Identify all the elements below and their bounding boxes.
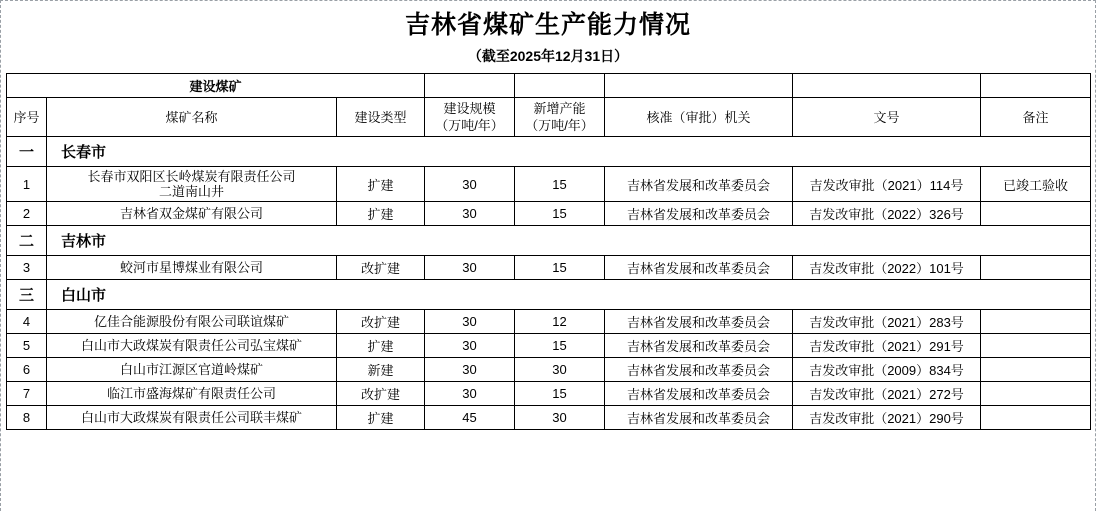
cell-build-scale: 30 — [425, 334, 515, 358]
cell-build-scale: 30 — [425, 256, 515, 280]
cell-approval-org: 吉林省发展和改革委员会 — [605, 334, 793, 358]
cell-mine-name: 临江市盛海煤矿有限责任公司 — [47, 382, 337, 406]
page-title: 吉林省煤矿生产能力情况 — [404, 11, 691, 39]
cell-build-type: 扩建 — [337, 406, 425, 430]
cell-remark — [981, 358, 1091, 382]
cell-build-type: 新建 — [337, 358, 425, 382]
table-body — [7, 74, 1091, 430]
cell-mine-name: 白山市大政煤炭有限责任公司弘宝煤矿 — [47, 334, 337, 358]
cell-remark: 已竣工验收 — [981, 167, 1091, 202]
cell-build-type: 改扩建 — [337, 256, 425, 280]
table-row — [7, 202, 1091, 226]
group-number: 二 — [7, 226, 47, 256]
cell-doc-no: 吉发改审批（2021）114号 — [793, 167, 981, 202]
section-title-row — [7, 74, 1091, 98]
cell-index: 4 — [7, 310, 47, 334]
cell-mine-name: 蛟河市星博煤业有限公司 — [47, 256, 337, 280]
section-blank-2 — [515, 74, 605, 98]
header-new-capacity-line2: （万吨/年） — [525, 118, 594, 133]
cell-build-type: 改扩建 — [337, 310, 425, 334]
cell-build-scale: 30 — [425, 310, 515, 334]
cell-index: 8 — [7, 406, 47, 430]
cell-approval-org: 吉林省发展和改革委员会 — [605, 256, 793, 280]
cell-build-scale: 30 — [425, 382, 515, 406]
cell-build-type: 扩建 — [337, 334, 425, 358]
cell-mine-name: 白山市江源区官道岭煤矿 — [47, 358, 337, 382]
header-remark: 备注 — [981, 98, 1091, 137]
section-blank-3 — [605, 74, 793, 98]
section-blank-1 — [425, 74, 515, 98]
cell-new-capacity: 15 — [515, 256, 605, 280]
group-label: 吉林市 — [47, 226, 1091, 256]
cell-approval-org: 吉林省发展和改革委员会 — [605, 382, 793, 406]
page-subtitle: （截至2025年12月31日） — [467, 48, 629, 64]
header-approval-org: 核准（审批）机关 — [605, 98, 793, 137]
section-title: 建设煤矿 — [7, 74, 425, 98]
cell-mine-name — [47, 167, 337, 202]
header-index: 序号 — [7, 98, 47, 137]
cell-doc-no: 吉发改审批（2021）272号 — [793, 382, 981, 406]
cell-build-type: 扩建 — [337, 202, 425, 226]
cell-index: 7 — [7, 382, 47, 406]
section-blank-4 — [793, 74, 981, 98]
header-build-type: 建设类型 — [337, 98, 425, 137]
section-blank-5 — [981, 74, 1091, 98]
header-doc-no: 文号 — [793, 98, 981, 137]
cell-index: 2 — [7, 202, 47, 226]
header-mine-name: 煤矿名称 — [47, 98, 337, 137]
cell-mine-name: 白山市大政煤炭有限责任公司联丰煤矿 — [47, 406, 337, 430]
table-group-row — [7, 137, 1091, 167]
cell-remark — [981, 382, 1091, 406]
table-group-row — [7, 226, 1091, 256]
cell-remark — [981, 334, 1091, 358]
cell-index: 1 — [7, 167, 47, 202]
cell-new-capacity: 15 — [515, 202, 605, 226]
mine-name-line1: 长春市双阳区长岭煤炭有限责任公司 — [87, 169, 296, 184]
header-build-scale — [425, 98, 515, 137]
table-row — [7, 382, 1091, 406]
table-row — [7, 310, 1091, 334]
cell-build-type: 扩建 — [337, 167, 425, 202]
cell-new-capacity: 30 — [515, 358, 605, 382]
coal-mine-table — [6, 73, 1091, 430]
cell-new-capacity: 12 — [515, 310, 605, 334]
group-number: 三 — [7, 280, 47, 310]
table-row — [7, 256, 1091, 280]
cell-doc-no: 吉发改审批（2022）101号 — [793, 256, 981, 280]
cell-build-scale: 30 — [425, 167, 515, 202]
cell-remark — [981, 310, 1091, 334]
group-label: 白山市 — [47, 280, 1091, 310]
cell-doc-no: 吉发改审批（2021）291号 — [793, 334, 981, 358]
header-new-capacity — [515, 98, 605, 137]
cell-remark — [981, 202, 1091, 226]
cell-index: 5 — [7, 334, 47, 358]
table-group-row — [7, 280, 1091, 310]
table-row — [7, 358, 1091, 382]
cell-approval-org: 吉林省发展和改革委员会 — [605, 202, 793, 226]
cell-doc-no: 吉发改审批（2021）290号 — [793, 406, 981, 430]
mine-name-line2: 二道南山井 — [158, 184, 224, 199]
cell-approval-org: 吉林省发展和改革委员会 — [605, 358, 793, 382]
cell-approval-org: 吉林省发展和改革委员会 — [605, 406, 793, 430]
table-row — [7, 406, 1091, 430]
group-number: 一 — [7, 137, 47, 167]
cell-new-capacity: 15 — [515, 334, 605, 358]
table-row — [7, 334, 1091, 358]
header-build-scale-line1: 建设规模 — [443, 101, 496, 116]
cell-build-scale: 45 — [425, 406, 515, 430]
table-header-row — [7, 98, 1091, 137]
cell-remark — [981, 406, 1091, 430]
cell-approval-org: 吉林省发展和改革委员会 — [605, 310, 793, 334]
cell-remark — [981, 256, 1091, 280]
cell-new-capacity: 30 — [515, 406, 605, 430]
header-new-capacity-line1: 新增产能 — [533, 101, 586, 116]
cell-build-type: 改扩建 — [337, 382, 425, 406]
cell-new-capacity: 15 — [515, 382, 605, 406]
title-block — [1, 1, 1095, 67]
table-row — [7, 167, 1091, 202]
group-label: 长春市 — [47, 137, 1091, 167]
cell-doc-no: 吉发改审批（2022）326号 — [793, 202, 981, 226]
cell-mine-name: 吉林省双金煤矿有限公司 — [47, 202, 337, 226]
cell-build-scale: 30 — [425, 358, 515, 382]
cell-index: 3 — [7, 256, 47, 280]
cell-build-scale: 30 — [425, 202, 515, 226]
cell-doc-no: 吉发改审批（2009）834号 — [793, 358, 981, 382]
cell-doc-no: 吉发改审批（2021）283号 — [793, 310, 981, 334]
cell-new-capacity: 15 — [515, 167, 605, 202]
header-build-scale-line2: （万吨/年） — [435, 118, 504, 133]
cell-approval-org: 吉林省发展和改革委员会 — [605, 167, 793, 202]
cell-mine-name: 亿佳合能源股份有限公司联谊煤矿 — [47, 310, 337, 334]
cell-index: 6 — [7, 358, 47, 382]
